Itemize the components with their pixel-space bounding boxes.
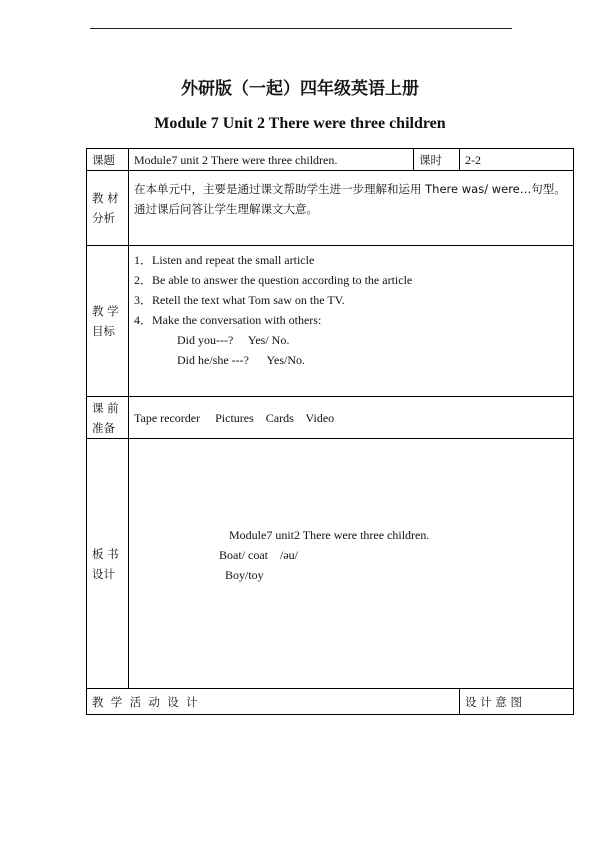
period-value: 2-2 [460,149,574,171]
objective-item: 1．Listen and repeat the small article [134,253,315,267]
preparation-value: Tape recorder Pictures Cards Video [129,397,574,439]
period-label: 课时 [414,149,460,171]
preparation-label-line1: 课 前 [92,400,119,415]
footer-design-intent: 设 计 意 图 [460,689,574,715]
dialog-line: Did you---? Yes/ No. [177,333,290,347]
analysis-label [87,171,129,246]
footer-row [87,689,574,715]
analysis-line2: 通过课后问答让学生理解课文大意。 [134,202,318,216]
topic-row [87,149,574,171]
objectives-label-line2: 目标 [92,324,115,338]
board-label [87,439,129,689]
board-row [87,439,574,689]
footer-activity-design: 教 学 活 动 设 计 [87,689,460,715]
preparation-label [87,397,129,439]
analysis-label-line2: 分析 [92,211,115,225]
objectives-label-line1: 教 学 [92,304,119,318]
topic-value: Module7 unit 2 There were three children. [129,149,414,171]
objectives-row [87,246,574,397]
board-content [129,439,574,689]
page-title: 外研版（一起）四年级英语上册 [181,79,419,99]
analysis-row [87,171,574,246]
objective-item: 2．Be able to answer the question according to the article [134,273,413,287]
analysis-content [129,171,574,246]
objectives-content [129,246,574,397]
board-line3: Boy/toy [225,568,264,582]
board-label-line1: 板 书 [92,546,119,561]
objectives-label [87,246,129,397]
preparation-row [87,397,574,439]
lesson-plan-table [86,148,574,715]
board-line2: Boat/ coat /əu/ [219,548,298,562]
board-line1: Module7 unit2 There were three children. [229,528,430,542]
page-subtitle: Module 7 Unit 2 There were three children [154,115,446,132]
dialog-line: Did he/she ---? Yes/No. [177,353,305,367]
preparation-label-line2: 准备 [92,420,115,435]
objective-item: 4．Make the conversation with others: [134,313,322,327]
board-label-line2: 设计 [92,566,115,581]
analysis-label-line1: 教 材 [92,191,119,205]
topic-label: 课题 [87,149,129,171]
objective-item: 3．Retell the text what Tom saw on the TV. [134,293,345,307]
header-rule [90,28,512,29]
analysis-line1: 在本单元中，主要是通过课文帮助学生进一步理解和运用 There was/ were…句型。 [134,182,566,196]
